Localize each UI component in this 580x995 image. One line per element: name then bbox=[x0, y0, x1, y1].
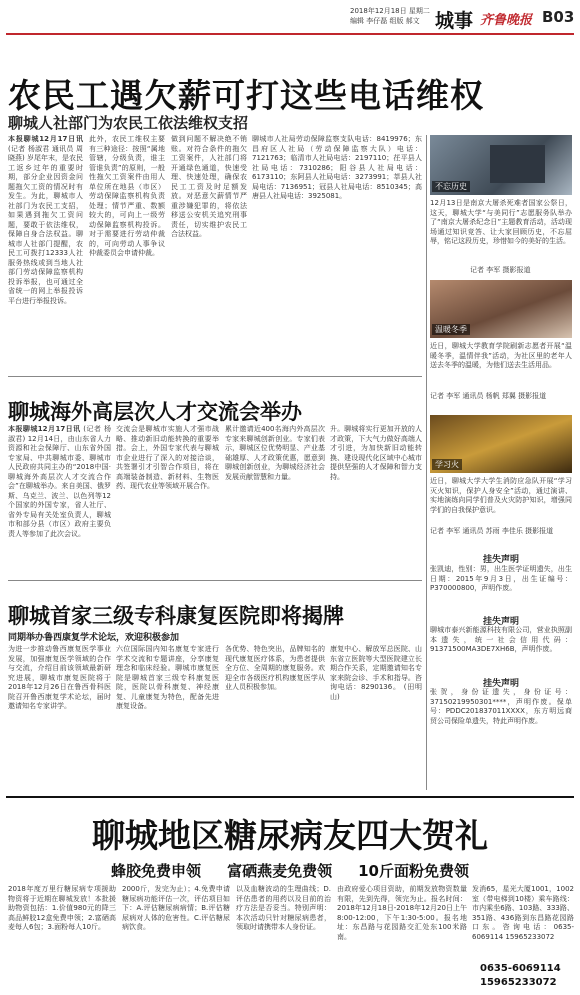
sidebar-credit-3: 记者 李军 通讯员 苏雨 李佳乐 摄影报道 bbox=[430, 527, 554, 535]
ad-title: 聊城地区糖尿病友四大贺礼 bbox=[92, 816, 488, 855]
ad-column-2: 2000斤，发完为止）；4.免费申请糖尿病功能评估一次，评估项目如下：A.评估糖尿病病情；B.评估糖尿病对人体的危害性。C.评估糖尿病饮食。 bbox=[122, 885, 230, 931]
article3-column-2: 六位国际国内知名康复专家进行学术交流和专题讲座，分享康复理念和临床经验。聊城市康复医院是聊城首家三级专科康复医院，医院以骨科康复、神经康复、儿童康复为特色，配备先进康复设备。 bbox=[116, 645, 219, 710]
page-number: B03 bbox=[542, 8, 575, 26]
sidebar-credit-2: 记者 李军 通讯员 杨帆 郑翼 摄影报道 bbox=[430, 392, 547, 400]
article1-title: 农民工遇欠薪可打这些电话维权 bbox=[8, 76, 484, 115]
header-date: 2018年12月18日 星期二 bbox=[350, 7, 430, 15]
article3-title: 聊城首家三级专科康复医院即将揭牌 bbox=[8, 603, 344, 628]
notice-1: 张凯迪，性别：男，出生医学证明遗失，出生日期：2015年9月3日，出生证编号：P370000800，声明作废。 bbox=[430, 565, 572, 592]
ad-sub-2: 富硒燕麦免费领 bbox=[227, 862, 333, 880]
article2-column-4: 升。聊城将实行更加开放的人才政策，下大气力做好高端人才引进，为加快新旧动能转换、建设现代化区域中心城市提供坚强的人才保障和智力支持。 bbox=[330, 425, 422, 481]
ad-top-rule bbox=[6, 796, 574, 798]
ad-column-1: 2018年度万里行糖尿病专项援助物资将于近期在聊城发放！本批援助物资包括：1.价值980元的降三高品鲜胶12盒免费申领；2.富硒高麦每人6包；3.面粉每人10斤。 bbox=[8, 885, 116, 931]
article1-column-4: 聊城市人社局劳动保障监察支队电话：8419976；东昌府区人社局（劳动保障监察大队）电话：7121763；临清市人社局电话：2197110；茌平县人社局电话：7310286；阳谷县人社局电话：6173110；东阿县人社局电话：3273991；莘县人社局电话：7136951；冠县人社局电话：8510345；高唐县人社局电话：3925081。 bbox=[252, 135, 422, 200]
article2-column-3: 累计邀请近400名海内外高层次专家来聊城创新创业。专家们表示，聊城区位优势明显、产业基础雄厚、人才政策优惠，愿意到聊城创新创业，为聊城经济社会发展贡献智慧和力量。 bbox=[225, 425, 325, 481]
photo-2-caption: 温暖冬季 bbox=[432, 324, 470, 335]
ad-column-4: 由政府爱心项目资助，前期发放物资数量有限，先到先得，领完为止。报名时间：2018年12月18日-2018年12月20日上午8:00-12:00，下午1:30-5:00。报名地址：东昌路与花园路交汇处东100米路南。 bbox=[337, 885, 467, 941]
header-rule bbox=[6, 33, 574, 35]
ad-subtitle-row bbox=[0, 860, 580, 881]
article1-column-2: 此外，农民工维权主要有三种途径：按照“属地管辖，分级负责，谁主管谁负责”的原则，一般性拖欠工资案件由用人单位所在地县（市区）劳动保障监察机构负责处理；情节严重、数额较大的，可向上一级劳动保障监察机构投诉。对于需要进行劳动仲裁的，可向劳动人事争议仲裁委员会申请仲裁。 bbox=[89, 135, 165, 257]
article2-column-1: 本报聊城12月17日讯 (记者 杨淑君) 12月14日，由山东省人力资源和社会保障厅、山东省外国专家局、中共聊城市委、聊城市人民政府共同主办的“2018中国·聊城海外高层次人才交流合作会”在聊城举办。来自美国、俄罗斯、乌克兰、波兰、以色列等12个国家的外国专家，省人社厅、省外专局有关处室负责人，聊城市和部分县（市区）政府主要负责人等参加了此次会议。 bbox=[8, 425, 111, 538]
article1-column-1: 本报聊城12月17日讯 (记者 杨淑君 通讯员 周晓燕) 岁尾年末，是农民工返乡过年的重要时期，部分企业因资金问题拖欠工资的情况时有发生。为此，聊城市人社部门为农民工支招，如果遇到拖欠工资问题，要敢于依法维权，保障自身合法权益。聊城市人社部门提醒，农民工可拨打12333人社服务热线或到当地人社部门劳动保障监察机构投诉举报，也可通过全省统一的网上举报投诉平台进行举报投诉。 bbox=[8, 135, 83, 305]
ad-phone-1: 0635-6069114 bbox=[480, 963, 561, 974]
sidebar-photo-1 bbox=[430, 135, 572, 195]
article3-column-4: 康复中心、解放军总医院、山东省立医院等大型医院建立长期合作关系，定期邀请知名专家来院会诊、手术和指导。咨询电话：8290136。 (田明山) bbox=[330, 645, 422, 701]
article3-column-1: 为进一步推动鲁西康复医学事业发展，加强康复医学领域的合作与交流，介绍目前该领域最新研究进展，聊城市康复医院将于2018年12月26日在鲁西骨科医院召开鲁西康复学术论坛，届时邀请知名专家讲学。 bbox=[8, 645, 111, 710]
notice-title-3: 挂失声明 bbox=[482, 679, 519, 689]
divider bbox=[8, 580, 422, 581]
divider bbox=[8, 376, 422, 377]
sidebar-news-1: 12月13日是南京大屠杀死难者国家公祭日，这天，聊城大学“与美同行”志愿服务队举办了“南京大屠杀纪念日”主题教育活动，活动现场通过知识竞答、让大家回顾历史，不忘屈辱，铭记这段历史，珍惜如今的美好的生活。 bbox=[430, 199, 572, 245]
article1-column-3: 做到问题不解决绝不销账。对符合条件的拖欠工资案件，人社部门将开通绿色通道，快速受理、快速处理，确保农民工工资及时足额发放。对恶意欠薪情节严重涉嫌犯罪的，将依法移送公安机关追究刑事责任，切实维护农民工合法权益。 bbox=[171, 135, 247, 238]
sidebar-divider bbox=[426, 135, 427, 790]
sidebar-photo-3 bbox=[430, 415, 572, 473]
ad-phone-2: 15965233072 bbox=[480, 977, 557, 988]
article1-subtitle: 聊城人社部门为农民工依法维权支招 bbox=[8, 114, 249, 132]
newspaper-logo: 齐鲁晚报 bbox=[480, 13, 533, 28]
ad-column-5: 发消65，星光大厦1001，1002室（带电梯到10楼）乘车路线：市内乘坐6路、103路、333路、351路、436路到东昌路花园路口东。咨询电话：0635-6069114 15965233072 bbox=[472, 885, 574, 941]
photo-1-caption: 不忘历史 bbox=[432, 181, 470, 192]
article3-subtitle: 同期举办鲁西康复学术论坛，欢迎积极参加 bbox=[8, 633, 180, 643]
article2-title: 聊城海外高层次人才交流会举办 bbox=[8, 399, 302, 424]
sidebar-credit-1: 记者 李军 摄影报道 bbox=[470, 266, 531, 274]
header-editors: 编辑 李仔磊 组版 郝文 bbox=[350, 17, 420, 25]
ad-column-3: 以及血糖波动的生理曲线；D.评估患者的用药以及目前的治疗方法是否妥当。特别声明：本次活动只针对糖尿病患者，领取时请携带本人身份证。 bbox=[236, 885, 331, 931]
notice-2: 聊城市泰兴新能源科技有限公司，营业执照副本遗失，统一社会信用代码：91371500MA3DE7XH6B，声明作废。 bbox=[430, 626, 572, 653]
sidebar-news-3: 近日，聊城大学大学生消防应急队开展“学习灭火知识，保护人身安全”活动，通过演讲、实地演练向同学们普及火灾防护知识，增强同学们的自我保护意识。 bbox=[430, 477, 572, 514]
ad-sub-3: 10斤面粉免费领 bbox=[358, 862, 469, 880]
sidebar-photo-2 bbox=[430, 280, 572, 338]
article2-column-2: 交流会是聊城市实施人才强市战略、推动新旧动能转换的重要举措。会上，外国专家代表与聊城市企业进行了深入的对接洽谈，共签署引才引智合作项目，将在高端装备制造、新材料、生物医药、现代农业等领域开展合作。 bbox=[116, 425, 219, 490]
section-name: 城事 bbox=[435, 10, 474, 32]
ad-sub-1: 蜂胶免费申领 bbox=[111, 862, 202, 880]
sidebar-news-2: 近日，聊城大学教育学院刷新志愿者开展“温暖冬季，温情伴我”活动，为社区里的老年人送去冬季的温暖，为他们送去生活用品。 bbox=[430, 342, 572, 369]
notice-3: 张贺，身份证遗失，身份证号：37150219950301****，声明作废。保单号：PDDC201837011XXXX，东方明远商贸公司保险单遗失，特此声明作废。 bbox=[430, 688, 572, 725]
notice-title-2: 挂失声明 bbox=[482, 617, 519, 627]
article3-column-3: 各优势、特色突出，品牌知名的现代康复医疗体系，为患者提供全方位、全周期的康复服务。欢迎全市各级医疗机构康复医学从业人员积极参加。 bbox=[225, 645, 325, 691]
page-header bbox=[0, 0, 580, 34]
photo-3-caption: 学习火 bbox=[432, 459, 462, 470]
notice-title: 挂失声明 bbox=[482, 555, 519, 565]
